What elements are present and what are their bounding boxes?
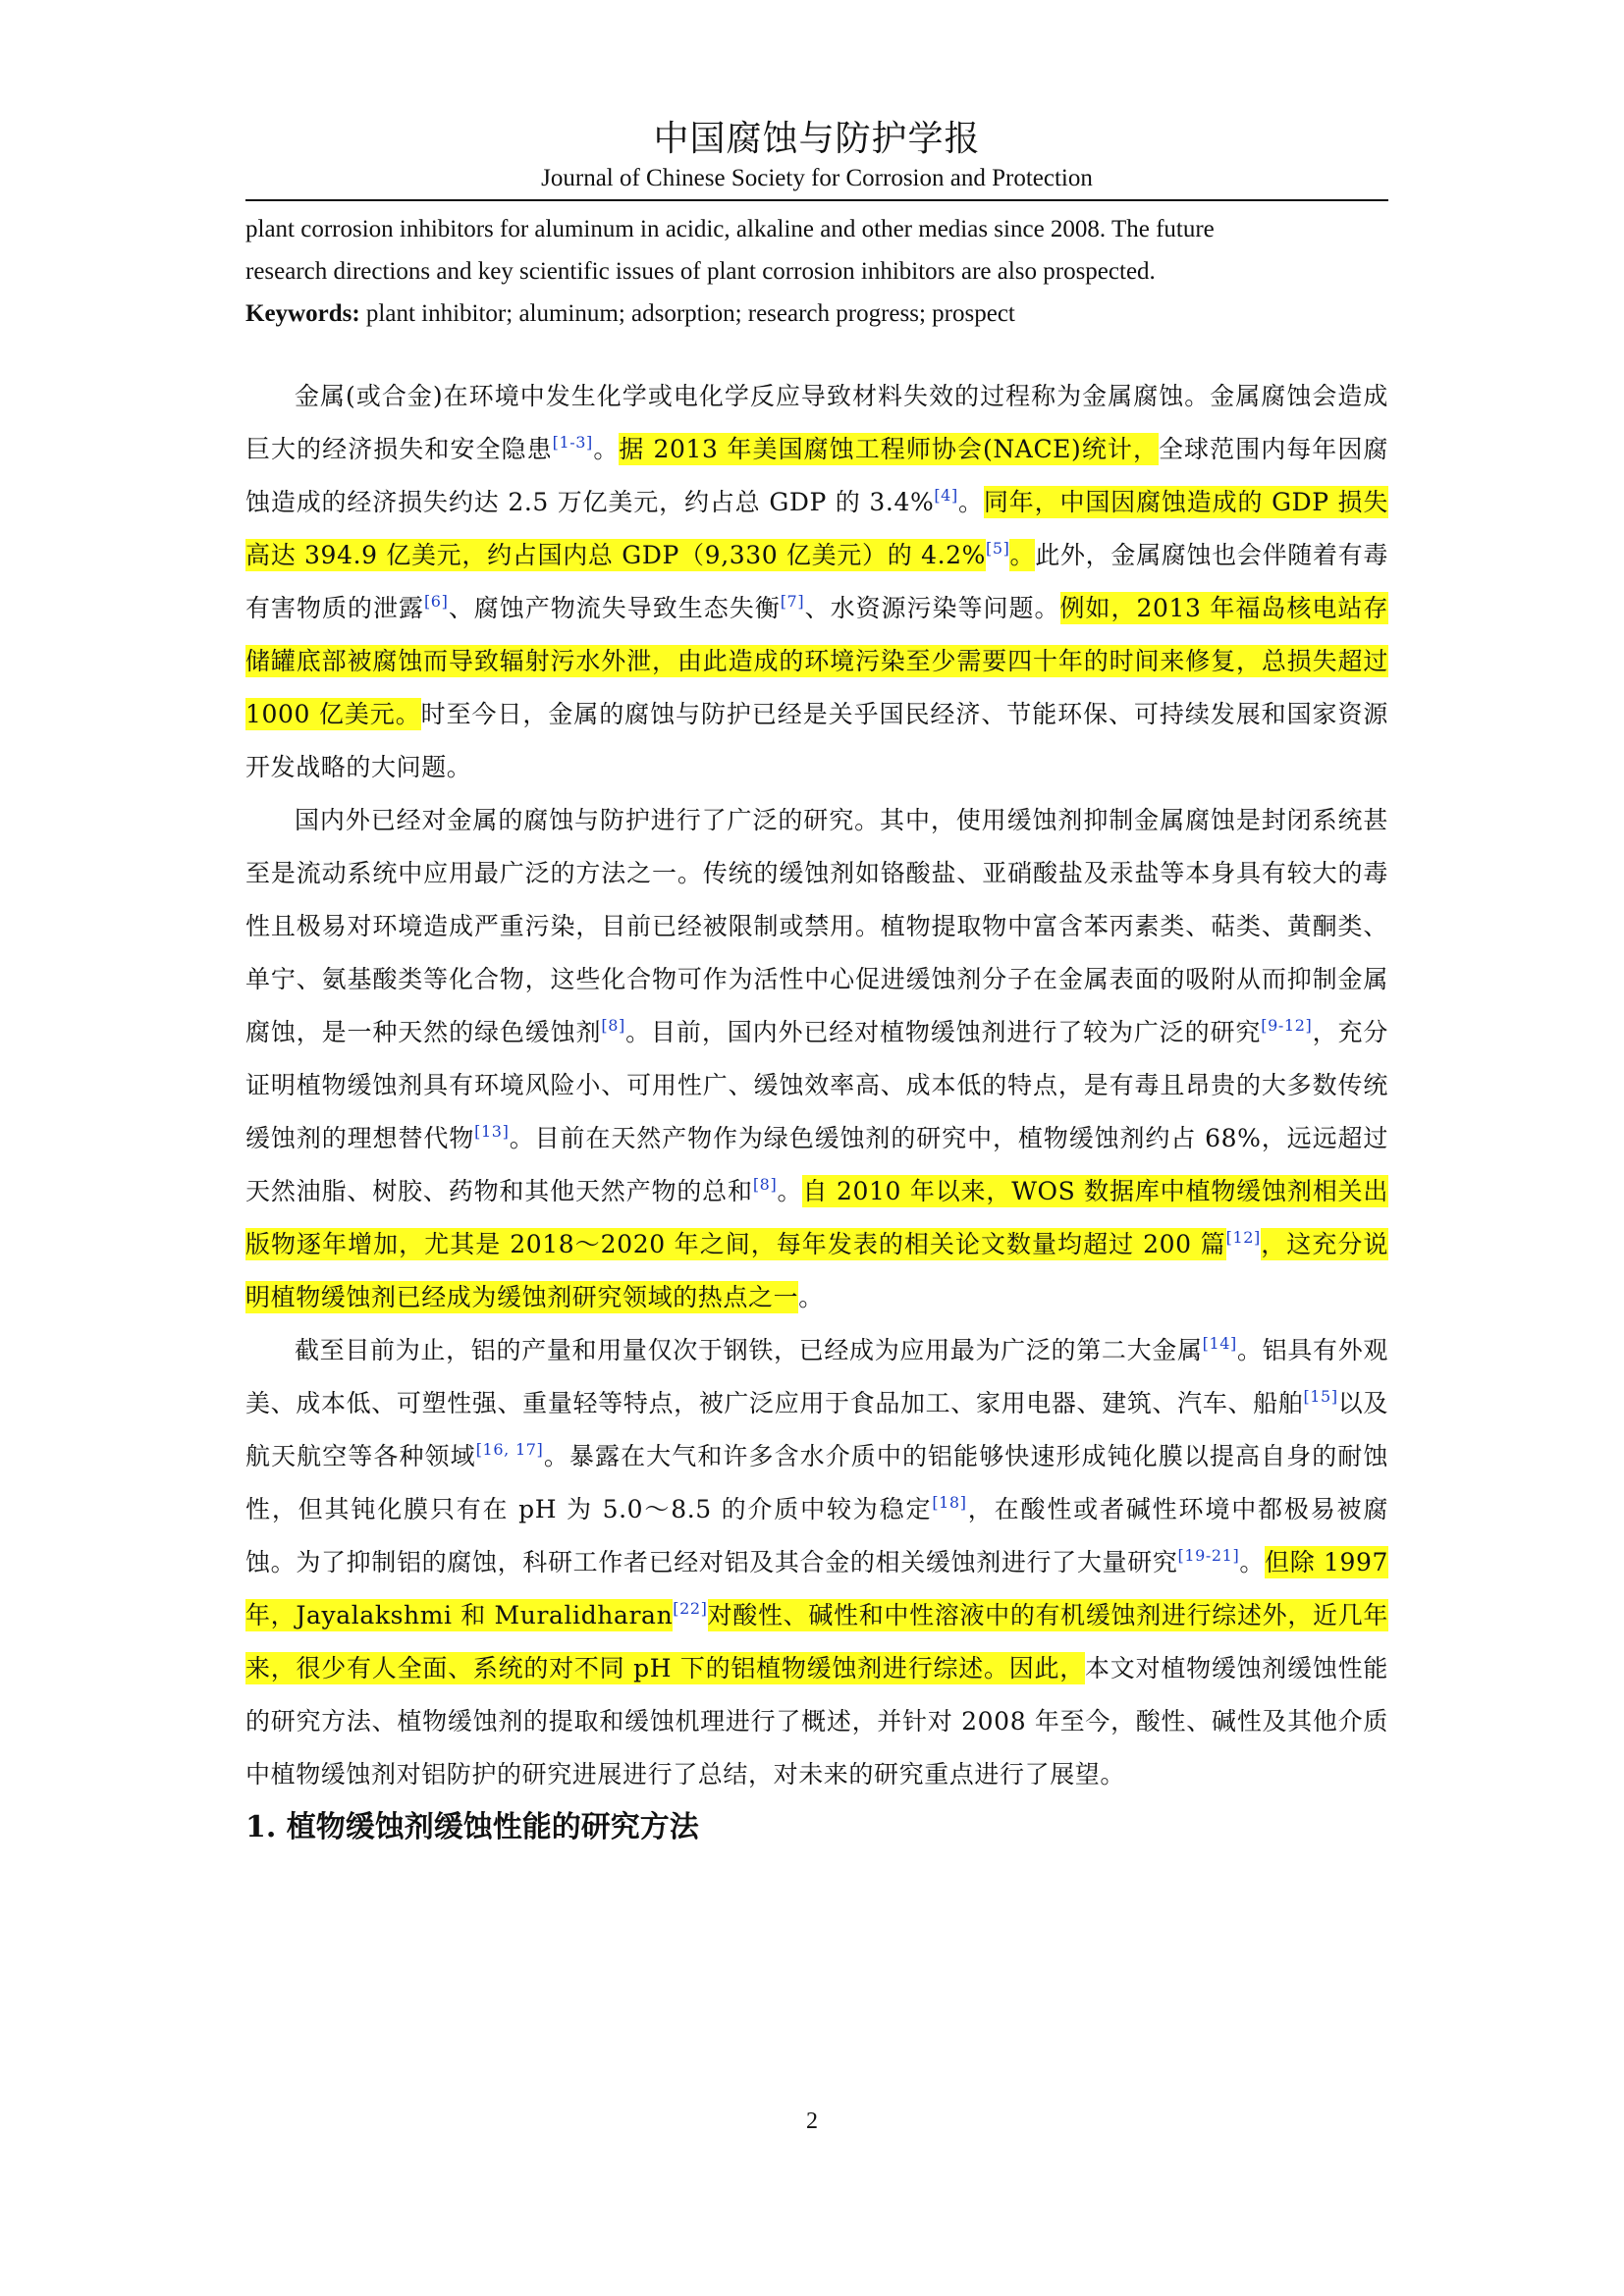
text: 、水资源污染等问题。	[804, 594, 1060, 622]
citation-ref[interactable]: [22]	[673, 1599, 708, 1618]
citation-ref[interactable]: [9-12]	[1261, 1016, 1313, 1035]
highlight: ，这充分说明植物缓蚀剂已经成为缓蚀剂研究领域的热点之一	[245, 1230, 1388, 1311]
text: 。	[957, 488, 984, 516]
header-rule	[245, 199, 1388, 201]
text: 全球范围内每年因腐蚀造成的经济损失约达 2.5 万亿美元，约占总 GDP 的 3.4%	[245, 435, 1389, 516]
highlight: 同年，中国因腐蚀造成的 GDP 损失高达 394.9 亿美元，约占国内总 GDP（9,330 亿美元）的 4.2%	[245, 488, 1388, 569]
paragraph-2	[245, 794, 1388, 1324]
citation-ref[interactable]: [18]	[932, 1493, 967, 1512]
text: 截至目前为止，铝的产量和用量仅次于钢铁，已经成为应用最为广泛的第二大金属	[295, 1336, 1203, 1364]
citation-ref[interactable]: [7]	[780, 592, 805, 611]
citation-ref[interactable]: [5]	[985, 539, 1010, 558]
keywords-text: plant inhibitor; aluminum; adsorption; research progress; prospect	[365, 300, 1015, 327]
highlight: 据 2013 年美国腐蚀工程师协会(NACE)统计，	[619, 435, 1159, 463]
text: 。铝具有外观美、成本低、可塑性强、重量轻等特点，被广泛应用于食品加工、家用电器、建筑、汽车、船舶	[245, 1336, 1388, 1417]
citation-ref[interactable]: [12]	[1225, 1228, 1261, 1247]
citation-ref[interactable]: [8]	[601, 1016, 625, 1035]
page-body	[245, 208, 1388, 1854]
text: 。	[798, 1283, 824, 1311]
text: 。	[1239, 1548, 1266, 1576]
journal-title-cn: 中国腐蚀与防护学报	[653, 119, 981, 159]
text: 金属(或合金)在环境中发生化学或电化学反应导致材料失效的过程称为金属腐蚀。金属腐蚀会造成巨大的经济损失和安全隐患	[245, 382, 1388, 463]
text: 本文对植物缓蚀剂缓蚀性能的研究方法、植物缓蚀剂的提取和缓蚀机理进行了概述，并针对 2008 年至今，酸性、碱性及其他介质中植物缓蚀剂对铝防护的研究进展进行了总结，对未来的研究重点进行了展望。	[245, 1654, 1389, 1789]
highlight: 例如，2013 年福岛核电站存储罐底部被腐蚀而导致辐射污水外泄，由此造成的环境污染至少需要四十年的时间来修复，总损失超过 1000 亿美元。	[245, 594, 1388, 728]
text: 。	[777, 1177, 803, 1205]
text: 、腐蚀产物流失导致生态失衡	[448, 594, 781, 622]
citation-ref[interactable]: [6]	[423, 592, 449, 611]
text: 国内外已经对金属的腐蚀与防护进行了广泛的研究。其中，使用缓蚀剂抑制金属腐蚀是封闭系统甚至是流动系统中应用最广泛的方法之一。传统的缓蚀剂如铬酸盐、亚硝酸盐及汞盐等本身具有较大的毒性且极易对环境造成严重污染，目前已经被限制或禁用。植物提取物中富含苯丙素类、萜类、黄酮类、单宁、氨基酸类等化合物，这些化合物可作为活性中心促进缓蚀剂分子在金属表面的吸附从而抑制金属腐蚀，是一种天然的绿色缓蚀剂	[245, 806, 1388, 1046]
highlight: 自 2010 年以来，WOS 数据库中植物缓蚀剂相关出版物逐年增加，尤其是 2018～2020 年之间，每年发表的相关论文数量均超过 200 篇	[245, 1177, 1388, 1258]
citation-ref[interactable]: [16, 17]	[475, 1440, 544, 1459]
section-heading: 1. 植物缓蚀剂缓蚀性能的研究方法	[245, 1810, 699, 1844]
citation-ref[interactable]: [15]	[1303, 1387, 1338, 1406]
page-number: 2	[806, 2109, 818, 2134]
text: 。目前，国内外已经对植物缓蚀剂进行了较为广泛的研究	[624, 1018, 1262, 1046]
text: 。	[592, 435, 620, 463]
text: 。目前在天然产物作为绿色缓蚀剂的研究中，植物缓蚀剂约占 68%，远远超过天然油脂、树胶、药物和其他天然产物的总和	[245, 1124, 1388, 1205]
citation-ref[interactable]: [4]	[934, 486, 958, 505]
citation-ref[interactable]: [19-21]	[1177, 1546, 1240, 1565]
highlight: 对酸性、碱性和中性溶液中的有机缓蚀剂进行综述外，近几年来，很少有人全面、系统的对不同 pH 下的铝植物缓蚀剂进行综述。因此，	[245, 1601, 1388, 1682]
citation-ref[interactable]: [8]	[752, 1175, 778, 1194]
text: 时至今日，金属的腐蚀与防护已经是关乎国民经济、节能环保、可持续发展和国家资源开发战略的大问题。	[245, 700, 1388, 781]
highlight: 。	[1009, 541, 1036, 569]
citation-ref[interactable]: [14]	[1202, 1334, 1237, 1353]
text: 以及航天航空等各种领域	[245, 1389, 1388, 1470]
abstract-line-1: plant corrosion inhibitors for aluminum in acidic, alkaline and other medias since 2008. The future	[245, 216, 1215, 242]
text: 。暴露在大气和许多含水介质中的铝能够快速形成钝化膜以提高自身的耐蚀性，但其钝化膜只有在 pH 为 5.0～8.5 的介质中较为稳定	[245, 1442, 1388, 1523]
paragraph-1	[245, 370, 1388, 794]
text: ，充分证明植物缓蚀剂具有环境风险小、可用性广、缓蚀效率高、成本低的特点，是有毒且昂贵的大多数传统缓蚀剂的理想替代物	[245, 1018, 1388, 1152]
journal-title-en: Journal of Chinese Society for Corrosion and Protection	[541, 165, 1093, 191]
journal-header	[245, 116, 1388, 194]
paragraph-3	[245, 1324, 1388, 1801]
citation-ref[interactable]: [13]	[474, 1122, 510, 1141]
abstract-line-2: research directions and key scientific issues of plant corrosion inhibitors are also prospected.	[245, 258, 1156, 285]
citation-ref[interactable]: [1-3]	[552, 433, 593, 452]
text: 此外，金属腐蚀也会伴随着有毒有害物质的泄露	[245, 541, 1388, 622]
keywords-label: Keywords:	[245, 300, 360, 327]
keywords-line	[245, 293, 1388, 335]
highlight: 但除 1997 年，Jayalakshmi 和 Muralidharan	[245, 1548, 1389, 1629]
text: ，在酸性或者碱性环境中都极易被腐蚀。为了抑制铝的腐蚀，科研工作者已经对铝及其合金的相关缓蚀剂进行了大量研究	[245, 1495, 1388, 1576]
